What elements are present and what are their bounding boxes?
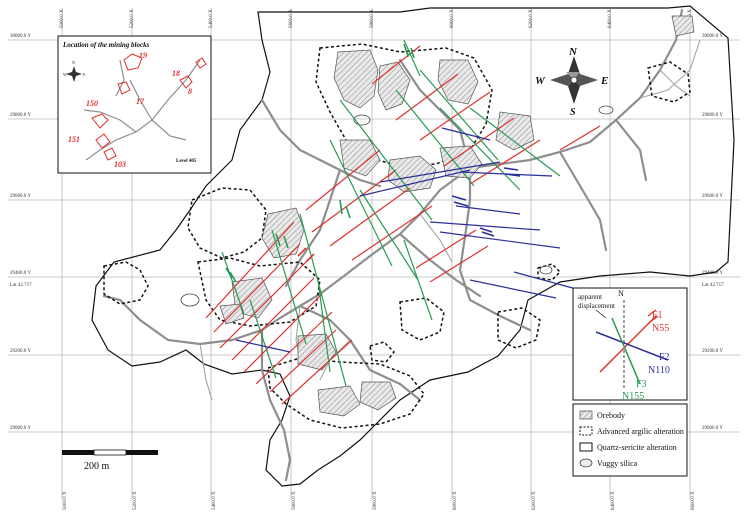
legend-orebody-label: Orebody (597, 411, 625, 420)
y-tick-left-29400: 29400.0 Y (10, 271, 31, 276)
x-tick-6200: 6200.0 X (529, 9, 534, 28)
f1-label: F1 (652, 310, 663, 321)
fault-key-title-line1: apparent (578, 293, 603, 301)
x-tick-bottom-5600: 5600.0 X (292, 491, 297, 510)
legend-vuggy-silica-label: Vuggy silica (597, 459, 638, 468)
block-label-103: 103 (114, 160, 126, 169)
scale-bar (62, 450, 158, 472)
block-label-8: 8 (188, 87, 192, 96)
f2-label: F2 (659, 352, 670, 363)
block-label-151: 151 (68, 135, 80, 144)
y-tick-right-29200: 29200.0 Y (702, 349, 723, 354)
legend-argillic-label: Advanced argilic alteration (597, 427, 684, 436)
inset-map (58, 36, 211, 173)
inset-level-label: Level 405 (176, 159, 197, 164)
inset-compass-w: W (63, 72, 67, 77)
block-label-150: 150 (86, 99, 98, 108)
y-tick-right-29600: 29600.0 Y (702, 194, 723, 199)
y-tick-left-29800: 29800.0 Y (10, 113, 31, 118)
y-tick-left-29600: 29600.0 Y (10, 194, 31, 199)
x-tick-5800: 5800.0 X (370, 9, 375, 28)
f3-label: F3 (636, 379, 647, 390)
block-label-18: 18 (172, 69, 180, 78)
y-tick-right-29000: 29000.0 Y (702, 426, 723, 431)
x-tick-5400: 5400.0 X (209, 9, 214, 28)
scale-bar-label: 200 m (84, 461, 110, 472)
y-tick-right-30000: 30000.0 Y (702, 34, 723, 39)
f3-direction: N155 (622, 391, 645, 402)
f2-direction: N110 (648, 365, 670, 376)
f1-direction: N55 (652, 323, 670, 334)
y-tick-labels-left (10, 34, 32, 431)
x-tick-6000: 6000.0 X (450, 9, 455, 28)
x-tick-bottom-5200: 5200.0 X (133, 491, 138, 510)
y-tick-left-29000: 29000.0 Y (10, 426, 31, 431)
y-tick-right-29800: 29800.0 Y (702, 113, 723, 118)
compass-n: N (569, 46, 577, 58)
inset-compass-n: N (72, 60, 75, 65)
y-tick-left-30000: 30000.0 Y (10, 34, 31, 39)
y-tick-labels-right (702, 34, 724, 431)
x-tick-bottom-6200: 6200.0 X (532, 491, 537, 510)
x-tick-bottom-6000: 6000.0 X (453, 491, 458, 510)
compass-s: S (570, 107, 576, 118)
vuggy-silica-bodies (181, 106, 613, 306)
y-tick-right-29400: 29400.0 Y (702, 271, 723, 276)
legend-orebody-symbol (580, 411, 592, 419)
legend-quartz-sericite-label: Quartz-sericite alteration (597, 443, 677, 452)
x-tick-bottom-6400: 6400.0 X (611, 491, 616, 510)
y-tick-left-29200: 29200.0 Y (10, 349, 31, 354)
x-tick-bottom-6600: 6600.0 X (691, 491, 696, 510)
block-label-19: 19 (139, 51, 147, 60)
x-tick-6400: 6400.0 X (608, 9, 613, 28)
block-label-17: 17 (136, 97, 144, 106)
lat-label-left: Lat 42.717 (10, 283, 32, 288)
map-legend (573, 404, 687, 476)
fault-key (573, 288, 687, 402)
x-tick-bottom-5400: 5400.0 X (212, 491, 217, 510)
inset-compass-e: E (83, 72, 86, 77)
x-tick-bottom-5000: 5000.0 X (63, 491, 68, 510)
lat-label-right: Lat 42.717 (702, 283, 724, 288)
compass-w: W (535, 75, 545, 87)
compass-rose (535, 46, 608, 118)
fault-key-north: N (618, 289, 624, 298)
x-tick-5600: 5600.0 X (289, 9, 294, 28)
x-tick-bottom-5800: 5800.0 X (373, 491, 378, 510)
x-tick-5200: 5200.0 X (130, 9, 135, 28)
fault-key-title-line2: displacement (578, 302, 615, 310)
compass-e: E (601, 75, 609, 87)
legend-vuggy-silica-symbol (580, 459, 592, 467)
inset-title: Location of the mining blocks (63, 41, 150, 49)
x-tick-5000: 5000.0 X (60, 9, 65, 28)
